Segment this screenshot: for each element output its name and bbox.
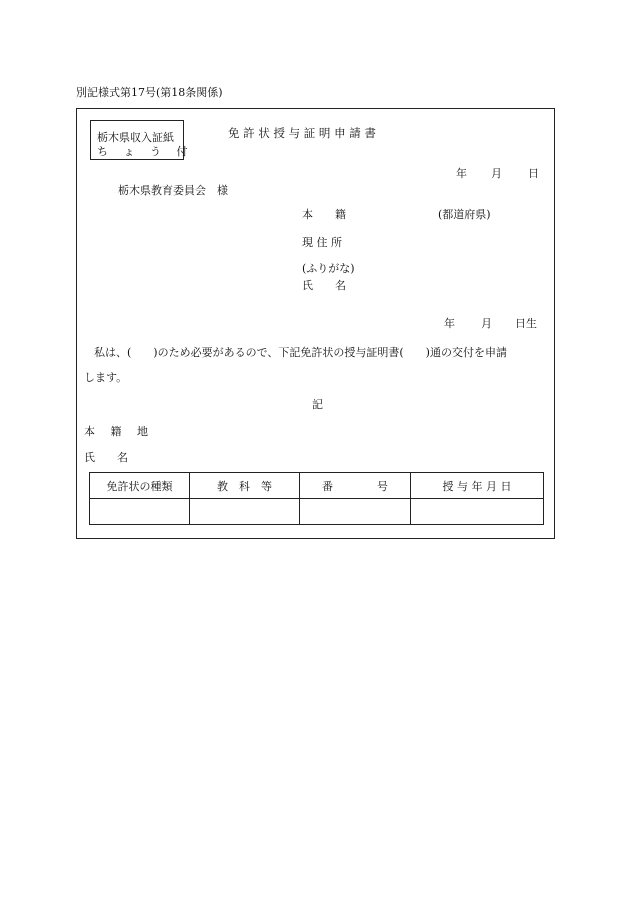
- addressee: 栃木県教育委員会 様: [118, 184, 228, 197]
- document-title: 免 許 状 授 与 証 明 申 請 書: [228, 126, 376, 140]
- header-subject: 教 科 等: [190, 473, 300, 499]
- license-detail-table: [89, 472, 544, 525]
- date-year-label: 年: [456, 167, 467, 180]
- ki-heading: 記: [312, 398, 323, 411]
- date-day-label: 日: [528, 167, 539, 180]
- address-label: 現 住 所: [302, 236, 342, 249]
- honseki-label: 本 籍: [302, 208, 346, 221]
- cell-license-type[interactable]: [90, 499, 190, 525]
- request-text-line1: 私は、( )のため必要があるので、下記免許状の授与証明書( )通の交付を申請: [94, 346, 507, 359]
- stamp-label-line1: 栃木県収入証紙: [97, 131, 174, 144]
- furigana-label: (ふりがな): [302, 262, 355, 275]
- name-label: 氏 名: [302, 279, 346, 292]
- birth-year-label: 年: [444, 317, 455, 330]
- shimei-label: 氏 名: [84, 451, 128, 464]
- birth-day-label: 日生: [515, 317, 537, 330]
- stamp-label-line2: ち ょ う 付: [97, 145, 194, 158]
- form-number: 別記様式第17号(第18条関係): [76, 86, 223, 99]
- honseki-chi-label: 本 籍 地: [84, 425, 154, 438]
- request-text-line2: します。: [84, 371, 128, 384]
- cell-subject[interactable]: [190, 499, 300, 525]
- table-header-row: [90, 473, 544, 499]
- revenue-stamp-box: [90, 120, 194, 160]
- cell-grant-date[interactable]: [411, 499, 544, 525]
- cell-number[interactable]: [300, 499, 411, 525]
- header-grant-date: 授 与 年 月 日: [411, 473, 544, 499]
- table-row: [90, 499, 544, 525]
- prefecture-label: (都道府県): [438, 208, 491, 221]
- header-number: 番 号: [300, 473, 411, 499]
- birth-month-label: 月: [481, 317, 492, 330]
- date-month-label: 月: [491, 167, 502, 180]
- header-license-type: 免許状の種類: [90, 473, 190, 499]
